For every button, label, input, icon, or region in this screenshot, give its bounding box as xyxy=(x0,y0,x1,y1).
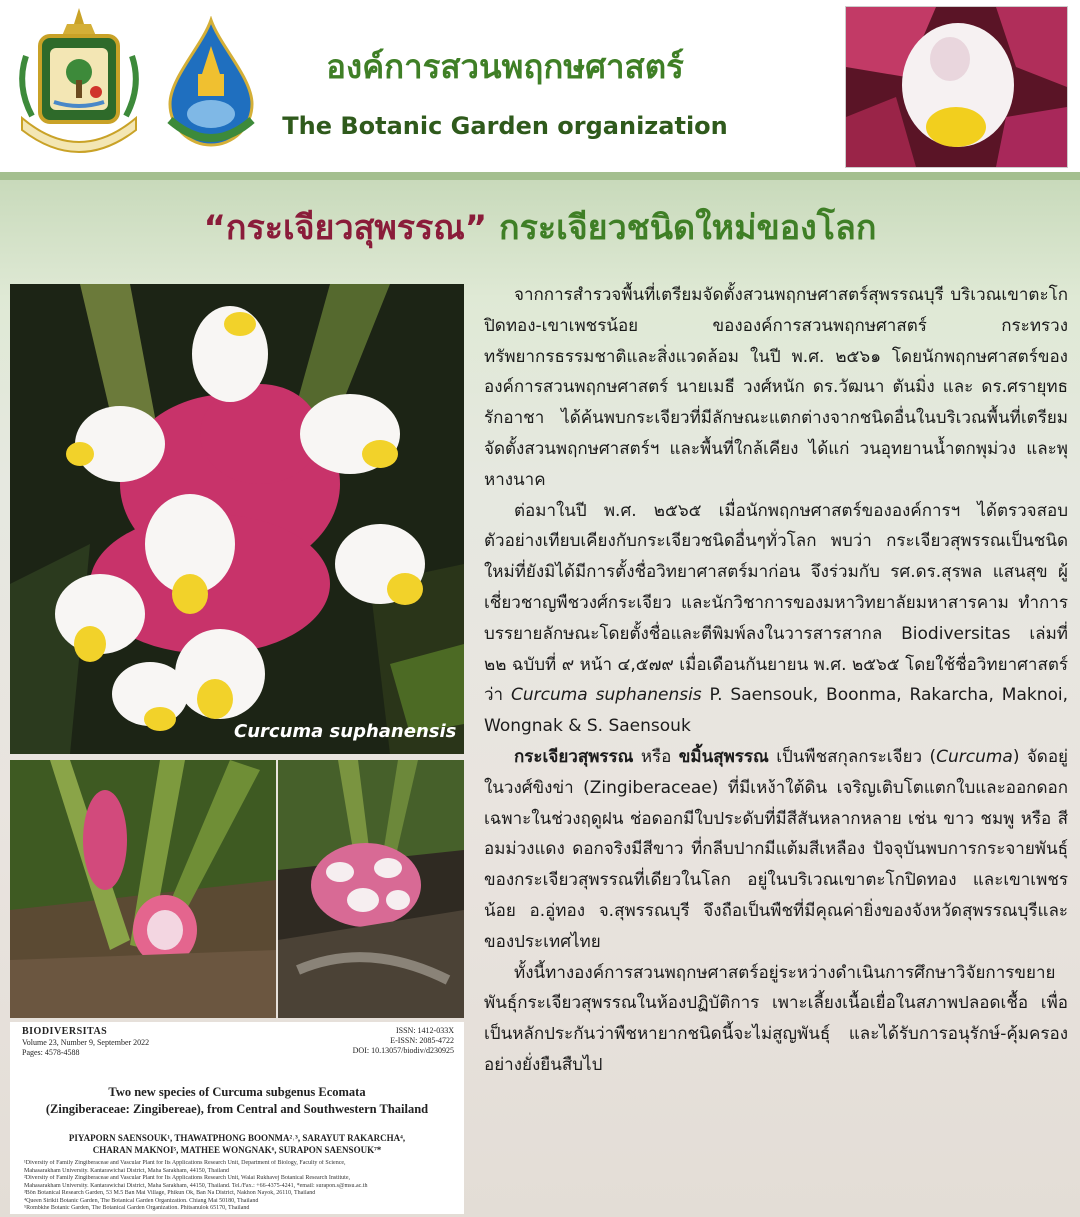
affiliation-line: ¹Diversity of Family Zingiberaceae and Vascular Plant for Its Applications Research Unit, Department of Biology, Faculty of Science, xyxy=(24,1160,346,1166)
photo-caption: Curcuma suphanensis xyxy=(234,721,457,742)
main-flower-photo xyxy=(10,284,464,754)
authors-line2: CHARAN MAKNOI⁵, MATHEE WONGNAK⁶, SURAPON SAENSOUK⁷* xyxy=(92,1145,382,1155)
title-species-name: “กระเจียวสุพรรณ” xyxy=(203,208,488,248)
waterdrop-emblem-logo xyxy=(162,16,260,148)
genus-name: Curcuma xyxy=(936,746,1013,767)
affiliation-line: ²Diversity of Family Zingiberaceae and Vascular Plant for Its Applications Research Unit, Walai Rukhavej Botanical Research Institute, xyxy=(24,1175,351,1181)
royal-seal-logo xyxy=(12,6,146,158)
organization-name-thai: องค์การสวนพฤกษศาสตร์ xyxy=(326,47,684,86)
affiliation-line: Mahasarakham University. Kantarawichai District, Maha Sarakham, 44150, Thailand. Tel./Fax.: +66-4375-4241, *email: surapon.s@msu.ac.th xyxy=(24,1182,368,1189)
plant-illustration-right xyxy=(278,760,464,1018)
header-flower-photo xyxy=(845,6,1068,168)
article-authors xyxy=(20,1132,454,1156)
description-text-b: ) จัดอยู่ในวงศ์ขิงข่า (Zingiberaceae) ที่มีเหง้าใต้ดิน เจริญเติบโตแตกใบและออกดอกเฉพาะในช่วงฤดูฝน ช่อดอกมีใบประดับที่มีสีสันหลากหลาย เช่น ขาว ชมพู หรือ สีอมม่วงแดง ดอกจริงมีสีขาว ที่กลีบปากมีแต้มสีเหลือง ปัจจุบันพบการกระจายพันธุ์ของกระเจียวสุพรรณที่เดียวในโลก อยู่ในบริเวณเขาตะโกปิดทอง และเขาเพชรน้อย อ.อู่ทอง จ.สุพรรณบุรี จึงถือเป็นพืชที่มีคุณค่ายิ่งของจังหวัดสุพรรณบุรีและของประเทศไทย xyxy=(484,746,1068,952)
article-title-line1: Two new species of Curcuma subgenus Ecomata xyxy=(108,1085,366,1099)
main-content xyxy=(0,172,1080,1217)
pages-line: Pages: 4578-4588 xyxy=(22,1048,80,1057)
article-affiliations xyxy=(24,1160,450,1213)
affiliation-line: ⁴Queen Sirikit Botanic Garden, The Botanical Garden Organization. Chiang Mai 50180, Thailand xyxy=(24,1197,259,1204)
affiliation-line: Mahasarakham University. Kantarawichai District, Maha Sarakham, 44150, Thailand xyxy=(24,1167,229,1174)
plant-photo-right xyxy=(278,760,464,1018)
header xyxy=(0,0,1080,172)
journal-volume xyxy=(22,1038,149,1058)
divider-bar xyxy=(0,172,1080,180)
authors-line1: PIYAPORN SAENSOUK¹, THAWATPHONG BOONMA²˒³, SARAYUT RAKARCHA⁴, xyxy=(68,1133,406,1143)
plant-photo-left xyxy=(10,760,276,1018)
publication-text: ต่อมาในปี พ.ศ. ๒๕๖๕ เมื่อนักพฤกษศาสตร์ขององค์การฯ ได้ตรวจสอบตัวอย่างเทียบเคียงกับกระเจียวชนิดอื่นๆทั่วโลก พบว่า กระเจียวสุพรรณเป็นชนิดใหม่ที่ยังมิได้มีการตั้งชื่อวิทยาศาสตร์มาก่อน จึงร่วมกับ รศ.ดร.สุรพล แสนสุข ผู้เชี่ยวชาญพืชวงศ์กระเจียว และนักวิชาการของมหาวิทยาลัยมหาสารคาม ทำการบรรยายลักษณะโดยตั้งชื่อและตีพิมพ์ลงในวารสารสากล Biodiversitas เล่มที่ ๒๒ ฉบับที่ ๙ หน้า ๔,๕๗๙ เมื่อเดือนกันยายน พ.ศ. ๒๕๖๕ โดยใช้ชื่อวิทยาศาสตร์ว่า xyxy=(484,500,1068,706)
article-body xyxy=(484,280,1068,1081)
common-name-1: กระเจียวสุพรรณ xyxy=(514,746,634,767)
common-name-2: ขมิ้นสุพรรณ xyxy=(678,746,769,767)
affiliation-line: ⁵Rombkhe Botanic Garden, The Botanical Garden Organization. Phitsanulok 65170, Thailand xyxy=(24,1205,250,1211)
author-citation: P. Saensouk, Boonma, Rakarcha, Maknoi, Wongnak & S. Saensouk xyxy=(484,685,1069,737)
page-title xyxy=(0,200,1080,254)
journal-identifiers xyxy=(353,1026,454,1056)
article-title xyxy=(20,1084,454,1118)
plant-illustration-left xyxy=(10,760,276,1018)
affiliation-line: ³Bön Botanical Research Garden, 53 M.5 Ban Mai Village, Phikun Ok, Ban Na District, Nakhon Nayok, 26110, Thailand xyxy=(24,1190,316,1196)
issn-line: ISSN: 1412-033X xyxy=(395,1026,454,1035)
journal-name: BIODIVERSITAS xyxy=(22,1026,108,1037)
scientific-name: Curcuma suphanensis xyxy=(510,685,702,706)
paragraph-discovery: จากการสำรวจพื้นที่เตรียมจัดตั้งสวนพฤกษศาสตร์สุพรรณบุรี บริเวณเขาตะโกปิดทอง-เขาเพชรน้อย ขององค์การสวนพฤกษศาสตร์ กระทรวงทรัพยากรธรรมชาติและสิ่งแวดล้อม ในปี พ.ศ. ๒๕๖๑ โดยนักพฤกษศาสตร์ขององค์การสวนพฤกษศาสตร์ นายเมธี วงศ์หนัก ดร.วัฒนา ตันมิ่ง และ ดร.ศรายุทธ รักอาชา ได้ค้นพบกระเจียวที่มีลักษณะแตกต่างจากชนิดอื่นในบริเวณพื้นที่เตรียมจัดตั้งสวนพฤกษศาสตร์ฯ และพื้นที่ใกล้เคียง ได้แก่ วนอุทยานน้ำตกพุม่วง และพุหางนาค xyxy=(484,285,1068,490)
organization-name-english: The Botanic Garden organization xyxy=(282,112,728,140)
doi-line: DOI: 10.13057/biodiv/d230925 xyxy=(352,1046,454,1055)
eissn-line: E-ISSN: 2085-4722 xyxy=(390,1036,454,1045)
paragraph-conservation: ทั้งนี้ทางองค์การสวนพฤกษศาสตร์อยู่ระหว่างดำเนินการศึกษาวิจัยการขยายพันธุ์กระเจียวสุพรรณในห้องปฏิบัติการ เพาะเลี้ยงเนื้อเยื่อในสภาพปลอดเชื้อ เพื่อเป็นหลักประกันว่าพืชหายากชนิดนี้จะไม่สูญพันธุ์ และได้รับการอนุรักษ์-คุ้มครองอย่างยั่งยืนสืบไป xyxy=(484,962,1068,1075)
paragraph-description xyxy=(484,742,1068,958)
connector-text: หรือ xyxy=(640,746,672,767)
journal-article-header xyxy=(10,1022,464,1214)
flower-inflorescence-illustration xyxy=(10,284,464,754)
paragraph-publication xyxy=(484,496,1068,742)
volume-line: Volume 23, Number 9, September 2022 xyxy=(22,1038,150,1047)
title-subtitle: กระเจียวชนิดใหม่ของโลก xyxy=(499,208,877,248)
article-title-line2: (Zingiberaceae: Zingibereae), from Central and Southwestern Thailand xyxy=(45,1102,429,1116)
description-text-a: เป็นพืชสกุลกระเจียว ( xyxy=(776,746,937,767)
